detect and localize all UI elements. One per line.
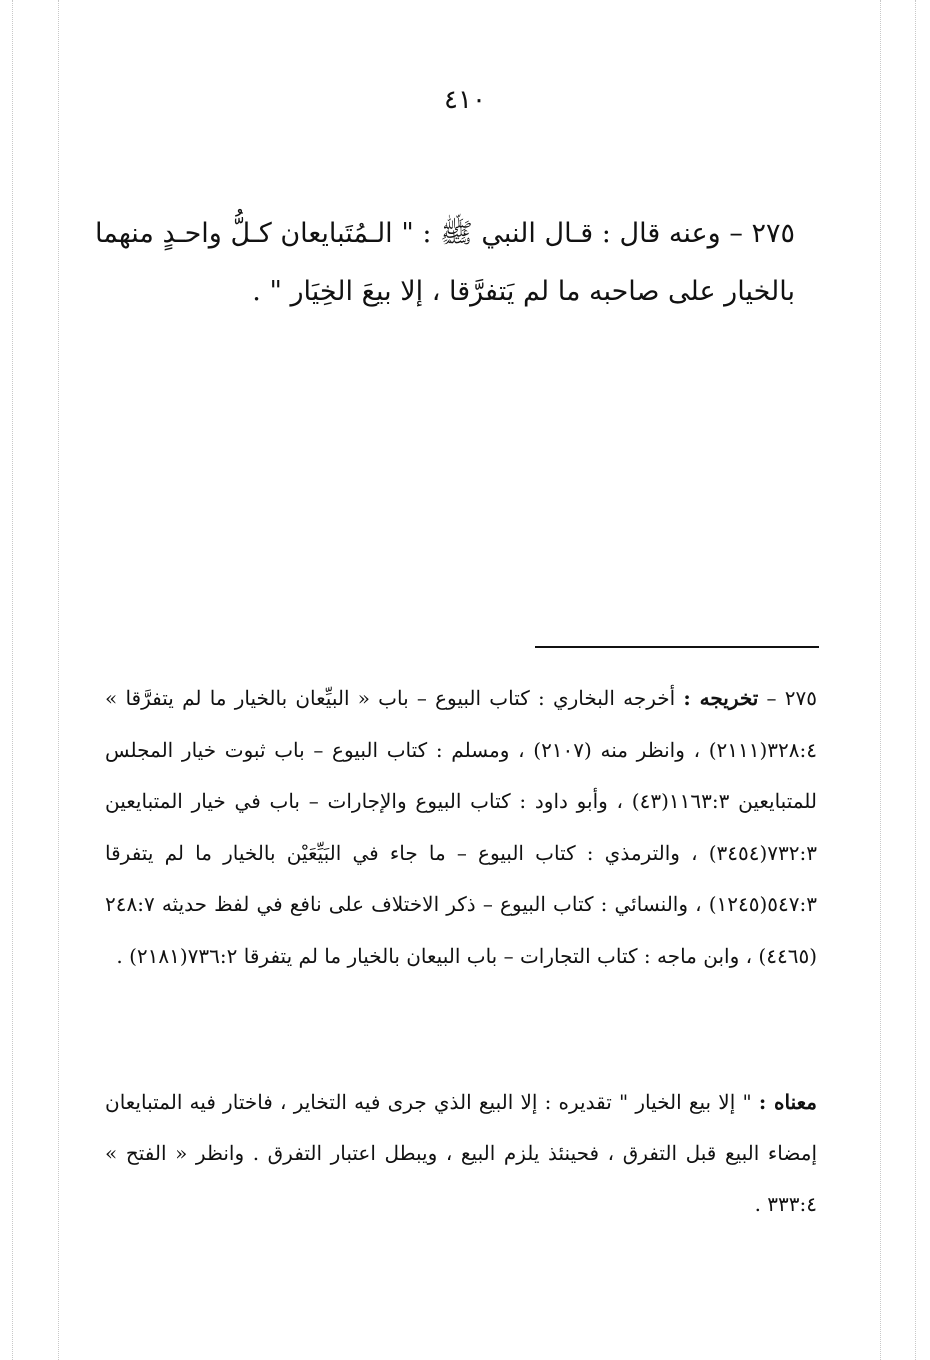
footnote-text: أخرجه البخاري : كتاب البيوع – باب « البيِّعان بالخيار ما لم يتفرَّقا » ٣٢٨:٤(٢١١١) ، وانظر منه (٢١٠٧) ، ومسلم : كتاب البيوع – باب ثبوت خيار المجلس للمتبايعين ١١٦٣:٣(٤٣) ، وأبو داود : كتاب البيوع والإجارات – باب في خيار المتبايعين ٧٣٢:٣(٣٤٥٤) ، والترمذي : كتاب البيوع – ما جاء في البَيِّعَيْن بالخيار ما لم يتفرقا ٥٤٧:٣(١٢٤٥) ، والنسائي : كتاب البيوع – ذكر الاختلاف على نافع في لفظ حديثه ٢٤٨:٧ (٤٤٦٥) ، وابن ماجه : كتاب التجارات – باب البيعان بالخيار ما لم يتفرقا ٧٣٦:٢(٢١٨١) . bbox=[105, 686, 818, 968]
footnote-number: ٢٧٥ bbox=[784, 686, 818, 710]
hadith-text: – وعنه قال : قـال النبي ﷺ : " الـمُتَبايعان كـلُّ واحـدٍ منهما بالخيار على صاحبه ما لم يَتفرَّقا ، إلا بيعَ الخِيَار " . bbox=[95, 218, 795, 307]
scan-guide-line bbox=[12, 0, 13, 1360]
footnote-divider bbox=[535, 646, 819, 648]
meaning-text: " إلا بيع الخيار " تقديره : إلا البيع الذي جرى فيه التخاير ، فاختار فيه المتبايعان إمضاء البيع قبل التفرق ، فحينئذ يلزم البيع ، ويبطل اعتبار التفرق . وانظر « الفتح » ٣٣٣:٤ . bbox=[105, 1090, 817, 1216]
hadith-text-block bbox=[95, 205, 795, 321]
meaning-paragraph bbox=[105, 1077, 817, 1230]
page-number: ٤١٠ bbox=[444, 85, 486, 115]
footnote-label: تخريجه : bbox=[683, 686, 759, 710]
hadith-number: ٢٧٥ bbox=[751, 218, 795, 249]
scan-guide-line bbox=[58, 0, 59, 1360]
meaning-label: معناه : bbox=[758, 1090, 817, 1114]
scan-guide-line bbox=[915, 0, 916, 1360]
takhrij-footnote: ٢٧٥ – تخريجه : أخرجه البخاري : كتاب البيوع – باب « البيِّعان بالخيار ما لم يتفرَّقا » ٣٢٨:٤(٢١١١) ، وانظر منه (٢١٠٧) ، ومسلم : كتاب البيوع – باب ثبوت خيار المجلس للمتبايعين ١١٦٣:٣(٤٣) ، وأبو داود : كتاب البيوع والإجارات – باب في خيار المتبايعين ٧٣٢:٣(٣٤٥٤) ، والترمذي : كتاب البيوع – ما جاء في البَيِّعَيْن بالخيار ما لم يتفرقا ٥٤٧:٣(١٢٤٥) ، والنسائي : كتاب البيوع – ذكر الاختلاف على نافع في لفظ حديثه ٢٤٨:٧ (٤٤٦٥) ، وابن ماجه : كتاب التجارات – باب البيعان بالخيار ما لم يتفرقا ٧٣٦:٢(٢١٨١) . bbox=[105, 686, 818, 968]
scan-guide-line bbox=[880, 0, 881, 1360]
